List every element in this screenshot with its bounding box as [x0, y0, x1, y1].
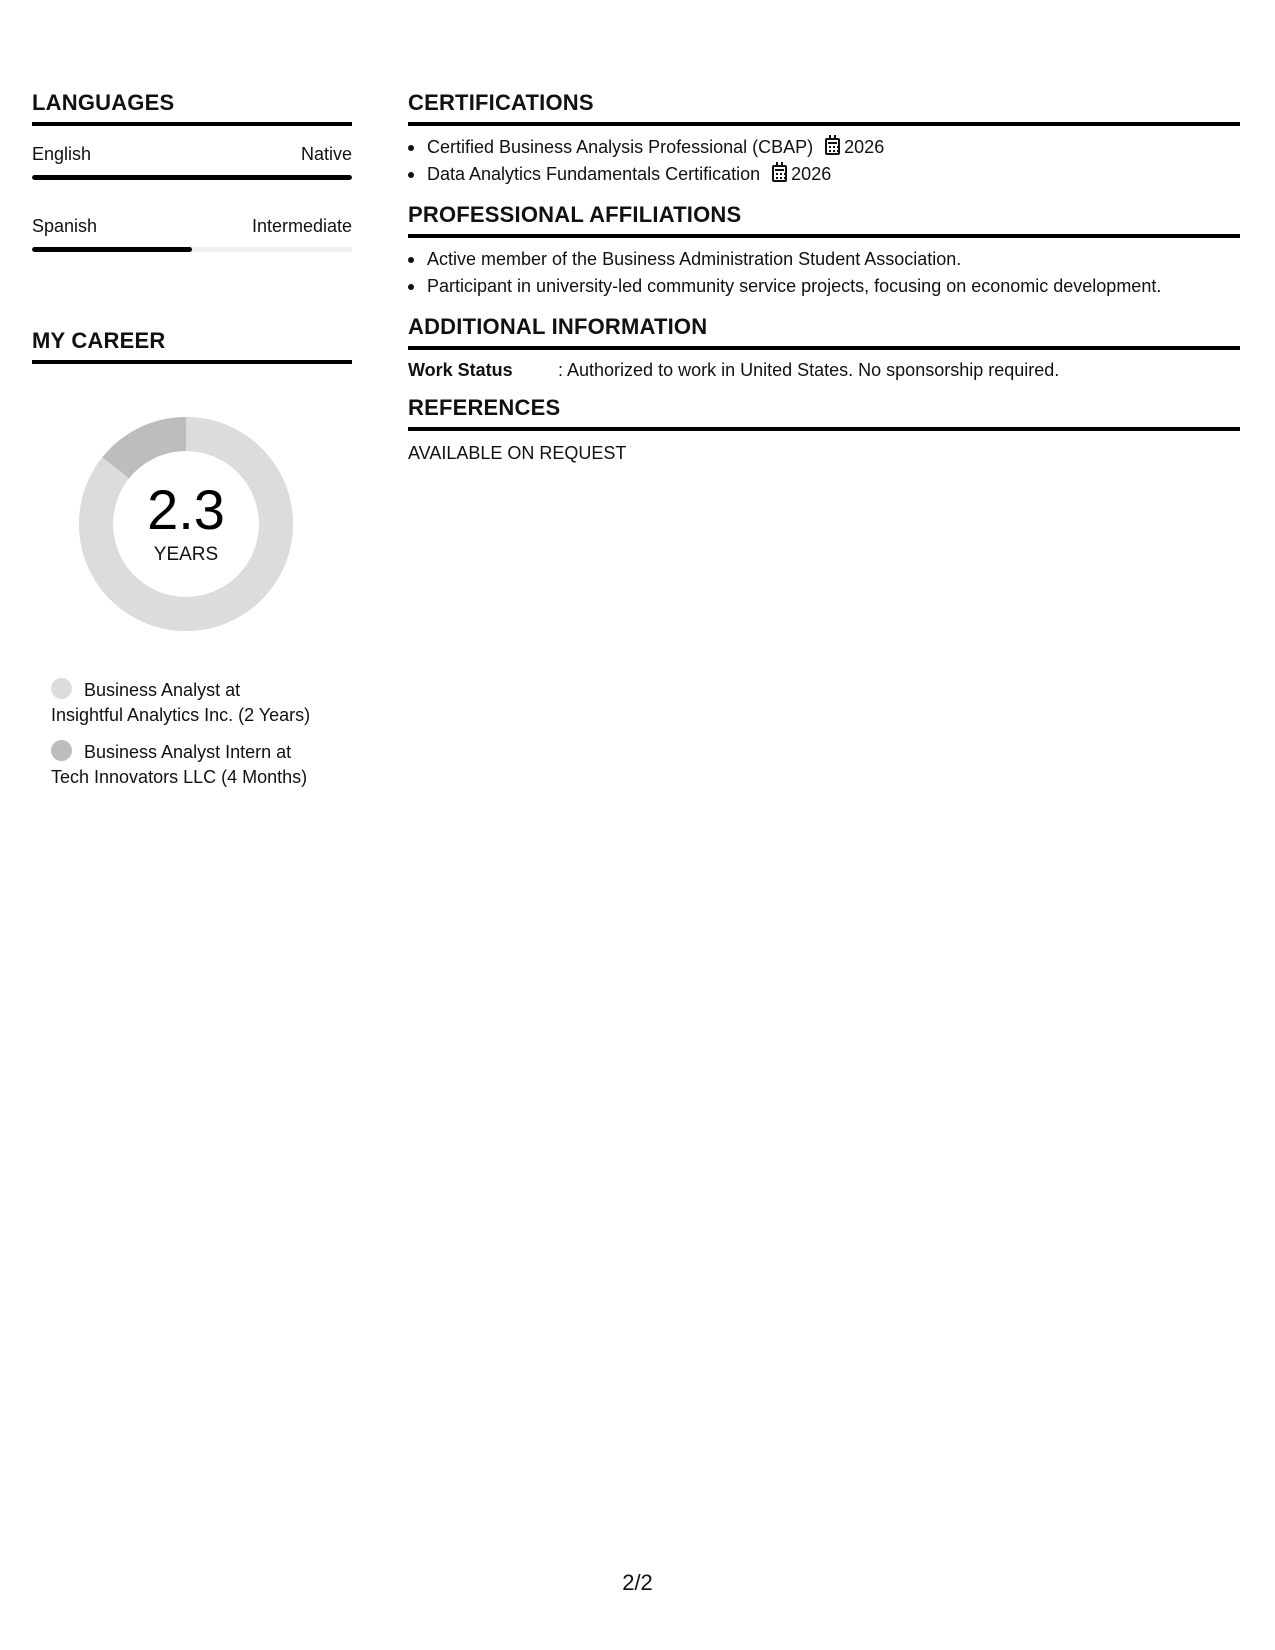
- legend-dot-icon: [51, 678, 72, 699]
- references-text: AVAILABLE ON REQUEST: [408, 443, 627, 463]
- language-item-spanish: [32, 216, 352, 252]
- languages-heading: LANGUAGES: [32, 90, 352, 126]
- language-level: Intermediate: [251, 216, 352, 236]
- career-heading: MY CAREER: [32, 328, 352, 364]
- career-section: [32, 328, 352, 790]
- work-status-value: : Authorized to work in United States. No sponsorship required.: [558, 360, 1060, 380]
- language-level: Native: [300, 144, 352, 164]
- career-legend: [51, 678, 352, 790]
- certification-year: 2026: [791, 164, 832, 184]
- language-proficiency-fill: [32, 247, 192, 252]
- certifications-list: [408, 134, 1240, 188]
- certification-name: Certified Business Analysis Professional (CBAP): [427, 137, 814, 157]
- language-proficiency-fill: [32, 175, 352, 180]
- languages-section: [32, 90, 352, 252]
- affiliations-heading: PROFESSIONAL AFFILIATIONS: [408, 202, 1240, 238]
- calendar-icon: [825, 138, 840, 155]
- work-status-row: [408, 360, 1240, 381]
- additional-info-heading: ADDITIONAL INFORMATION: [408, 314, 1240, 350]
- legend-role-line1: Business Analyst Intern at: [84, 742, 292, 762]
- language-name: Spanish: [32, 216, 98, 236]
- list-item: Participant in university-led community service projects, focusing on economic development.: [408, 273, 1240, 300]
- legend-item: [51, 678, 352, 728]
- language-name: English: [32, 144, 92, 164]
- references-heading: REFERENCES: [408, 395, 1240, 431]
- certifications-heading: CERTIFICATIONS: [408, 90, 1240, 126]
- page-number: 2/2: [622, 1570, 653, 1595]
- certification-year: 2026: [844, 137, 885, 157]
- legend-item: [51, 740, 352, 790]
- certifications-section: [408, 90, 1240, 188]
- work-status-label: Work Status: [408, 360, 513, 380]
- language-proficiency-bar: [32, 247, 352, 252]
- additional-info-section: [408, 314, 1240, 381]
- affiliations-list: [408, 246, 1240, 300]
- certification-name: Data Analytics Fundamentals Certification: [427, 164, 761, 184]
- left-column: [32, 90, 352, 790]
- career-donut-chart: [66, 404, 306, 644]
- legend-dot-icon: [51, 740, 72, 761]
- references-section: [408, 395, 1240, 464]
- language-item-english: [32, 144, 352, 180]
- list-item: Active member of the Business Administration Student Association.: [408, 246, 1240, 273]
- donut-center-label: [66, 404, 306, 644]
- list-item: [408, 161, 1240, 188]
- list-item: [408, 134, 1240, 161]
- right-column: [408, 90, 1240, 464]
- career-total-unit: YEARS: [153, 544, 219, 565]
- calendar-icon: [772, 165, 787, 182]
- career-total-value: 2.3: [147, 478, 225, 541]
- language-proficiency-bar: [32, 175, 352, 180]
- legend-role-line2: Tech Innovators LLC (4 Months): [51, 767, 308, 787]
- legend-role-line1: Business Analyst at: [84, 680, 241, 700]
- affiliations-section: [408, 202, 1240, 300]
- legend-role-line2: Insightful Analytics Inc. (2 Years): [51, 705, 311, 725]
